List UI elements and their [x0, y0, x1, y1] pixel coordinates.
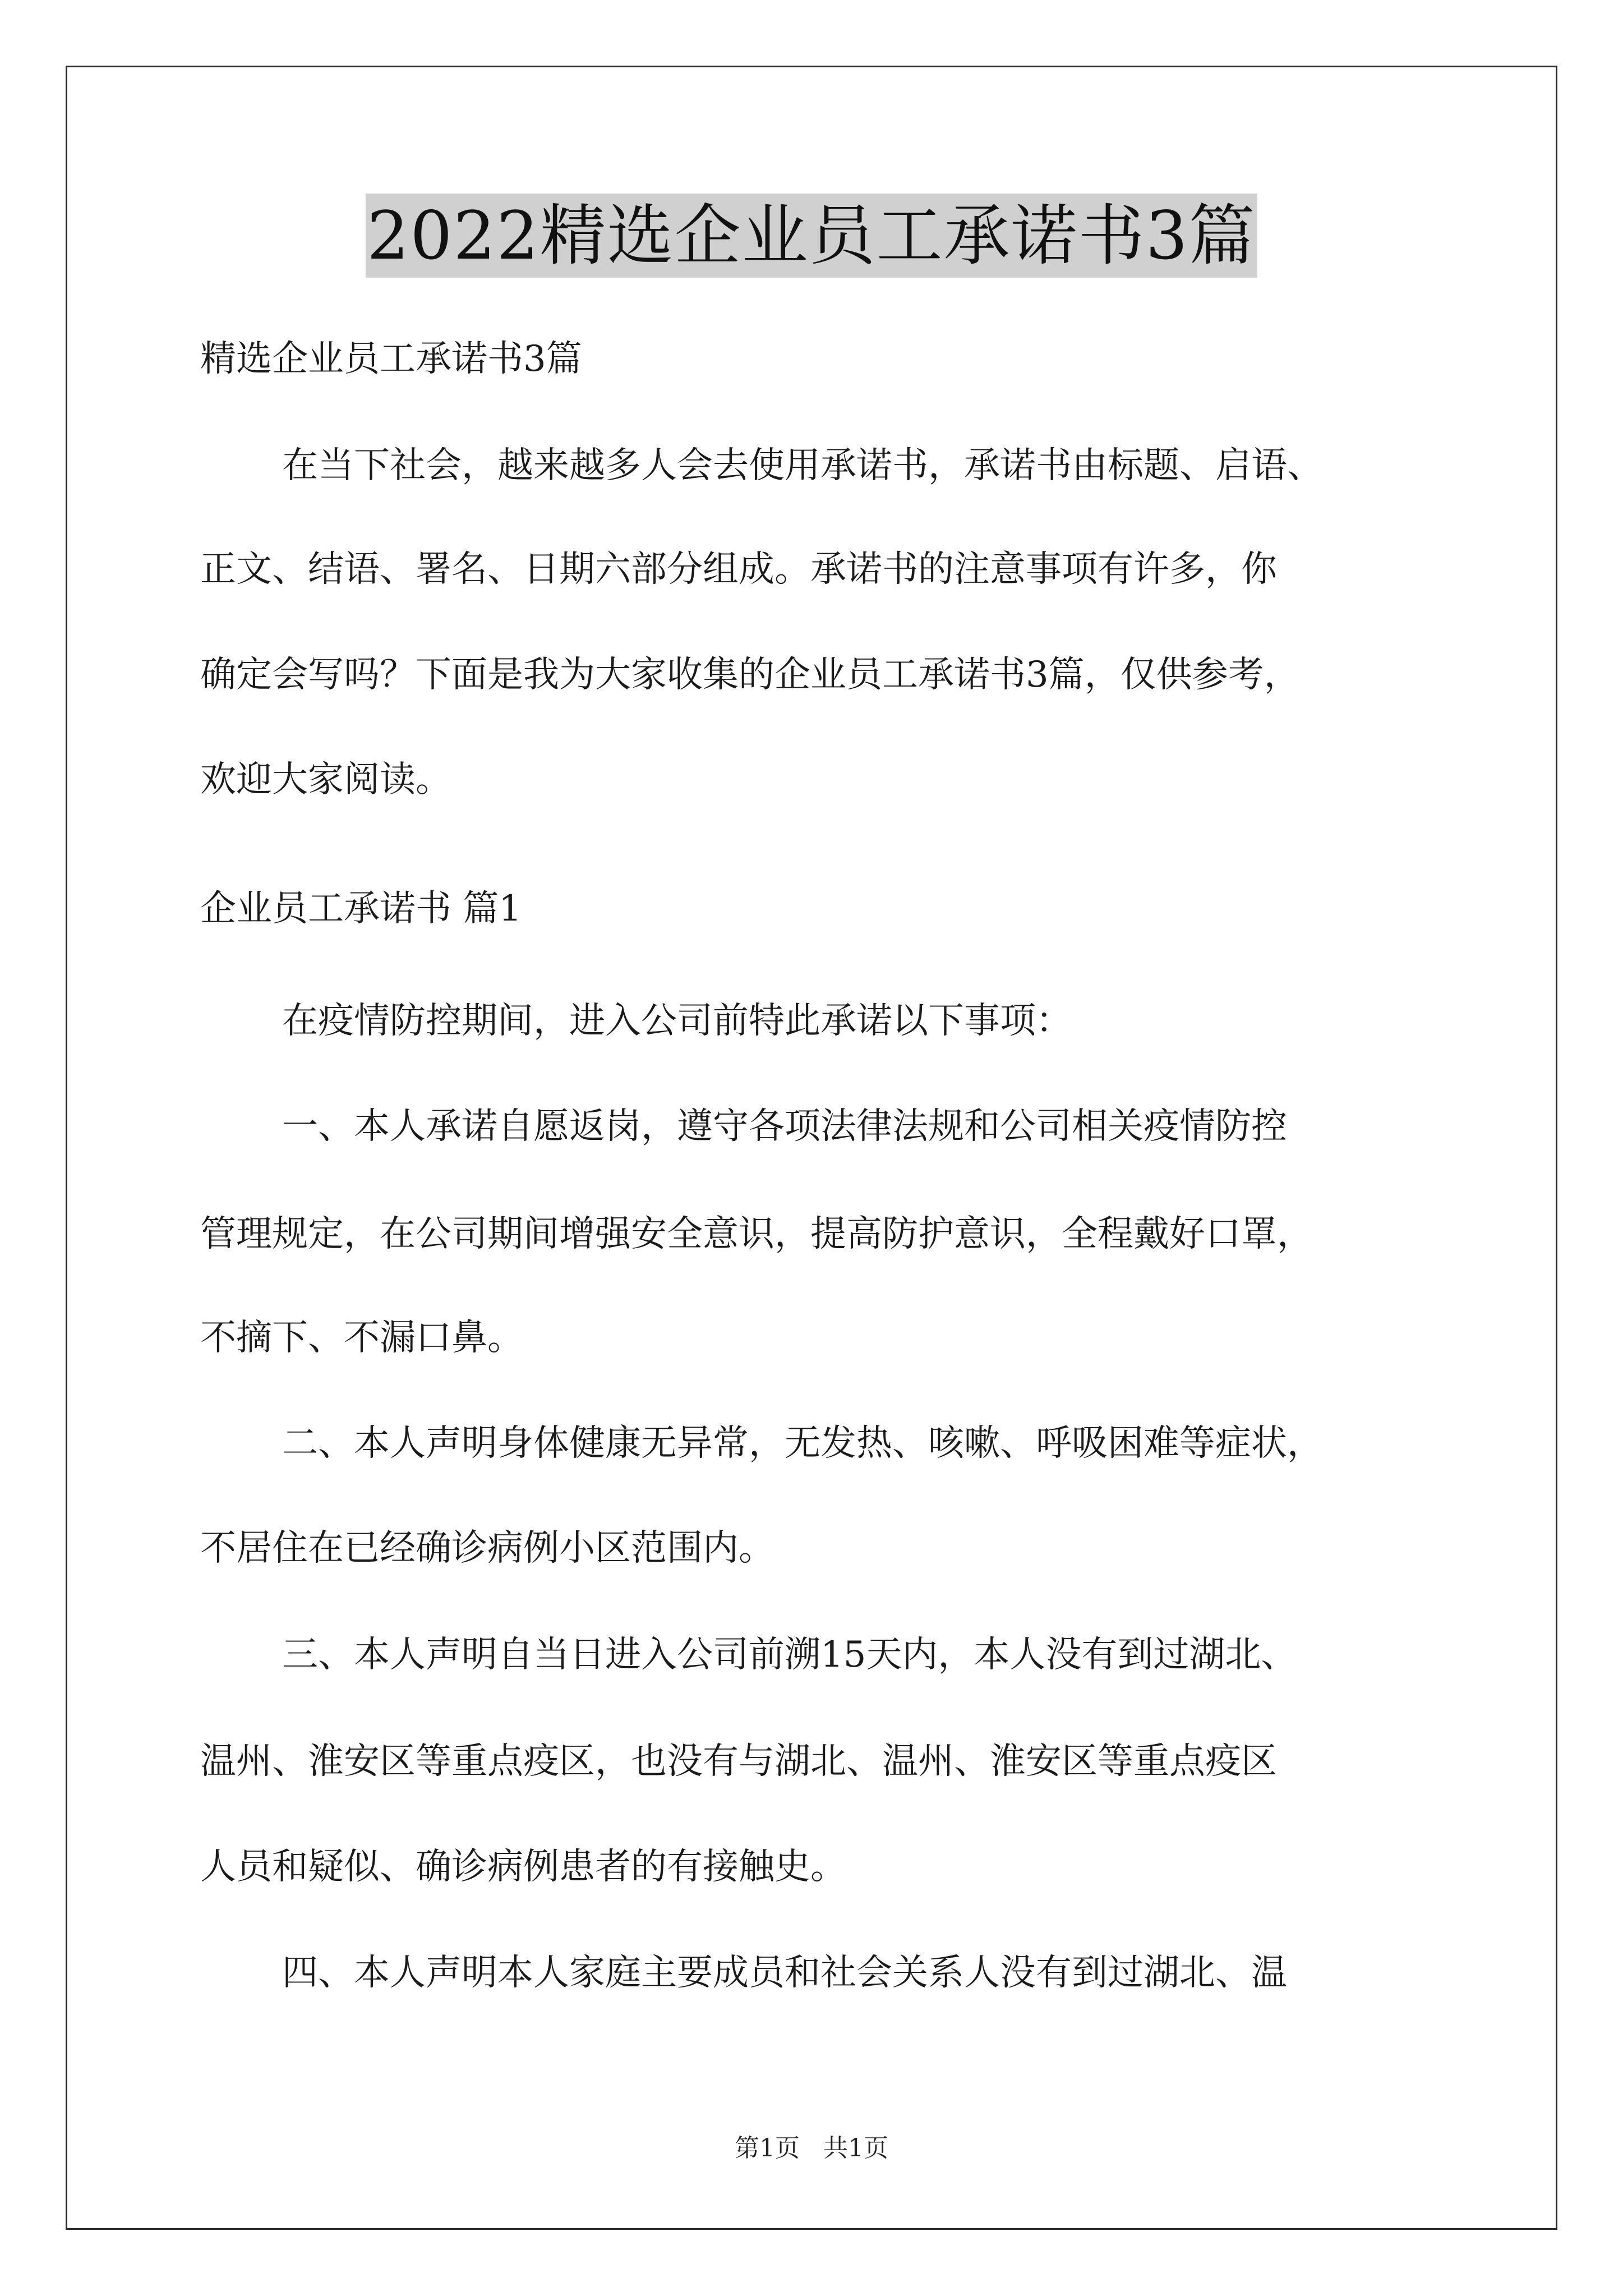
body-line: 不居住在已经确诊病例小区范围内。 — [200, 1527, 774, 1569]
body-line: 确定会写吗？下面是我为大家收集的企业员工承诺书3篇，仅供参考， — [200, 654, 1300, 696]
section-heading: 企业员工承诺书 篇1 — [200, 888, 522, 930]
body-line: 三、本人声明自当日进入公司前溯15天内，本人没有到过湖北、 — [282, 1634, 1297, 1676]
body-line: 欢迎大家阅读。 — [200, 759, 451, 800]
body-line: 不摘下、不漏口鼻。 — [200, 1317, 523, 1359]
subtitle-line: 精选企业员工承诺书3篇 — [200, 338, 582, 380]
body-line: 人员和疑似、确诊病例患者的有接触史。 — [200, 1846, 846, 1888]
body-line: 四、本人声明本人家庭主要成员和社会关系人没有到过湖北、温 — [282, 1952, 1287, 1994]
body-line: 温州、淮安区等重点疫区，也没有与湖北、温州、淮安区等重点疫区 — [200, 1741, 1277, 1782]
document-title: 2022精选企业员工承诺书3篇 — [366, 194, 1257, 278]
page-total: 共1页 — [823, 2134, 888, 2162]
page-number: 第1页 — [735, 2134, 800, 2162]
title-wrap — [0, 194, 1623, 278]
body-line: 正文、结语、署名、日期六部分组成。承诺书的注意事项有许多，你 — [200, 549, 1277, 590]
body-line: 在疫情防控期间，进入公司前特此承诺以下事项： — [282, 1000, 1072, 1042]
page-footer — [0, 2132, 1623, 2165]
body-line: 管理规定，在公司期间增强安全意识，提高防护意识，全程戴好口罩， — [200, 1213, 1313, 1255]
body-line: 在当下社会，越来越多人会去使用承诺书，承诺书由标题、启语、 — [282, 445, 1323, 486]
body-line: 二、本人声明身体健康无异常，无发热、咳嗽、呼吸困难等症状， — [282, 1423, 1323, 1464]
body-line: 一、本人承诺自愿返岗，遵守各项法律法规和公司相关疫情防控 — [282, 1106, 1287, 1147]
